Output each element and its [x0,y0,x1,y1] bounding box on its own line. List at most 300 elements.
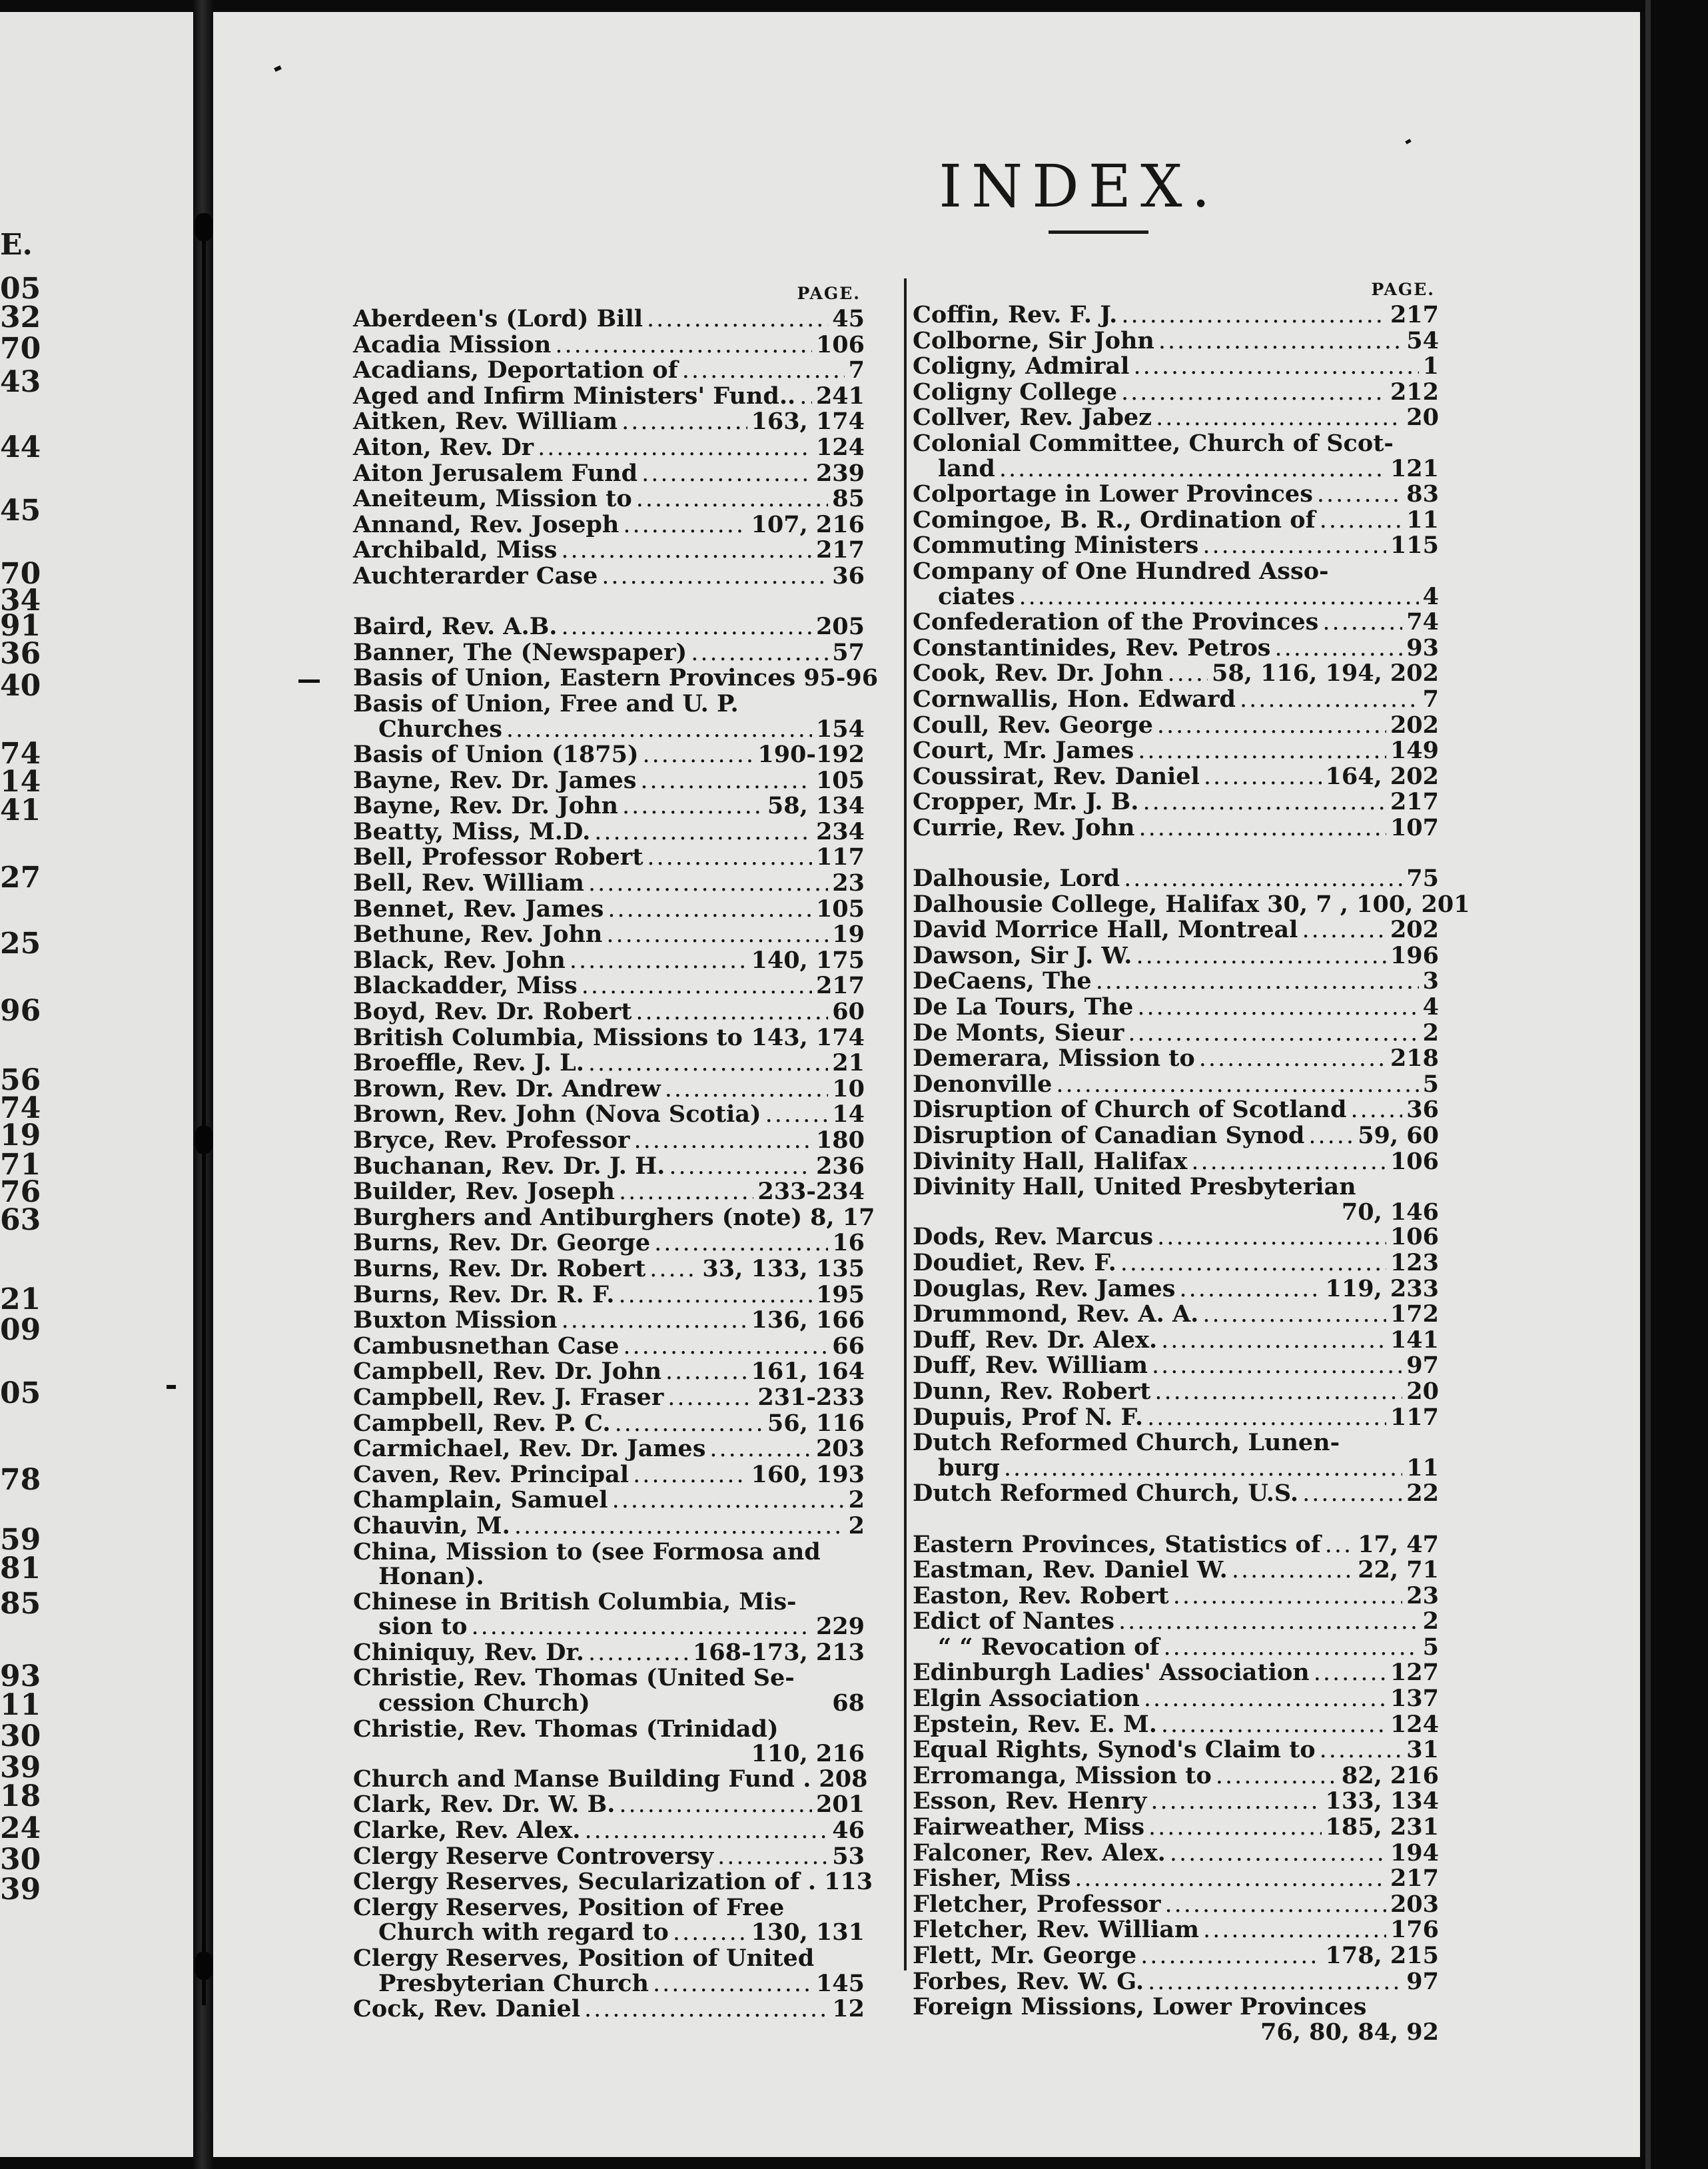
index-entry-page: 1 [1422,352,1439,380]
index-entry-page: 196 [1390,941,1439,969]
dot-leader [709,1437,812,1462]
dot-leader [1170,1841,1386,1867]
previous-page-number: 44 [0,430,41,464]
index-entry-name: Brown, Rev. Dr. Andrew [353,1075,661,1102]
dot-leader [618,1283,811,1308]
index-entry-name: Flett, Mr. George [913,1942,1137,1969]
index-entry-page: 5 [1422,1633,1439,1661]
index-entry [913,1046,1439,1072]
dot-leader [570,949,747,974]
index-entry-name: Falconer, Rev. Alex. [913,1839,1166,1867]
index-entry-name: Coligny College [913,378,1118,406]
index-entry [913,405,1439,431]
index-entry [913,1609,1439,1635]
index-entry [913,584,1439,610]
index-entry-name: Disruption of Church of Scotland [913,1096,1347,1124]
index-entry-page: 36 [832,562,865,590]
index-entry-page: 194 [1390,1839,1439,1867]
index-entry-name: Doudiet, Rev. F. [913,1248,1116,1276]
index-entry-page: 4 [1422,993,1439,1021]
index-entry-page: 59, 60 [1358,1122,1439,1149]
index-entry-name: Caven, Rev. Principal [353,1460,630,1488]
index-entry-name: ciates [938,582,1015,610]
index-entry [913,1557,1439,1583]
index-entry-name: Coligny, Admiral [913,352,1130,380]
index-entry [353,1411,865,1437]
index-entry [913,1917,1439,1943]
index-entry-name: Clark, Rev. Dr. W. B. [353,1791,616,1819]
dot-leader [1202,1302,1386,1328]
index-entry-name: Cornwallis, Hon. Edward [913,685,1236,713]
dot-leader [1167,661,1208,687]
dot-leader [612,1488,845,1514]
index-entry [353,973,865,999]
index-entry-page: 203 [815,1435,865,1463]
dot-leader [1165,1893,1386,1918]
index-entry [353,717,865,743]
index-entry-line: Clergy Reserves, Position of United [353,1945,815,1972]
dot-leader [1138,816,1386,841]
index-entry-page: 218 [1390,1045,1439,1073]
dot-leader [622,410,747,435]
index-entry-name: burg [938,1454,1000,1482]
index-entry-page: 7 [848,356,865,384]
dot-leader [691,641,828,666]
dot-leader [594,820,812,845]
previous-page-number: 40 [0,669,41,703]
index-entry-page: 93 [1406,634,1439,661]
index-entry-page: 145 [815,1969,865,1997]
index-column-right [913,277,1470,2046]
page-title: INDEX. [939,152,1220,220]
index-entry-name: Blackadder, Miss [353,972,578,1000]
dot-leader [622,794,763,819]
dot-leader [765,1102,829,1128]
index-entry-name: Equal Rights, Synod's Claim to [913,1736,1316,1764]
index-entry [913,1353,1439,1379]
dot-leader [1096,969,1419,995]
dot-leader [1156,406,1402,431]
index-entry [353,742,865,768]
index-entry-name: Epstein, Rev. E. M. [913,1710,1157,1738]
index-entry [353,897,865,923]
previous-page-number: 14 [0,765,41,799]
index-entry-line: Colonial Committee, Church of Scot- [913,429,1394,457]
index-entry-name: Cropper, Mr. J. B. [913,788,1139,816]
dot-leader [636,487,829,512]
index-entry-name: DeCaens, The [913,967,1092,995]
dot-leader [1056,1073,1418,1098]
index-entry-name: Forbes, Rev. W. G. [913,1967,1144,1995]
previous-page-number: 78 [0,1463,41,1497]
index-entry-name: Builder, Rev. Joseph [353,1178,615,1206]
index-entry-page: 154 [815,715,865,743]
index-entry [913,380,1439,406]
index-entry-page: 97 [1406,1352,1439,1380]
dot-leader [1308,1124,1354,1149]
index-entry-page: 143, 174 [751,1023,865,1051]
dot-leader [633,1463,747,1488]
index-entry-page: 5 [1422,1070,1439,1098]
index-entry-name: Bayne, Rev. Dr. James [353,766,637,794]
index-entry-name: Cook, Rev. Dr. John [913,659,1164,687]
index-entry [913,636,1439,661]
index-entry-page: 239 [815,459,865,487]
dot-leader [799,384,812,410]
index-entry-page: 123 [1390,1248,1439,1276]
dot-leader [562,1308,747,1334]
dot-leader [1158,329,1402,354]
index-entry-name: Acadia Mission [353,330,552,358]
index-entry-name: Broeffle, Rev. J. L. [353,1049,584,1077]
index-entry-name: Church and Manse Building Fund . [353,1765,811,1793]
binding-thread [202,213,206,2005]
dot-leader [647,307,828,332]
index-entry-page: 57 [832,638,865,666]
dot-leader [1173,1584,1403,1609]
index-entry-name: Buchanan, Rev. Dr. J. H. [353,1152,665,1180]
index-entry [913,1815,1439,1841]
index-entry-name: Dawson, Sir J. W. [913,941,1132,969]
dot-leader [588,1051,828,1077]
index-entry-name: Cock, Rev. Daniel [353,1995,581,2023]
index-entry-name: Demerara, Mission to [913,1045,1195,1073]
index-entry [913,1712,1439,1738]
dot-leader [665,1360,747,1385]
index-entry-name: Fletcher, Professor [913,1890,1161,1918]
index-entry-page: 140, 175 [751,946,865,974]
index-entry [913,1481,1439,1507]
dot-leader [588,1641,689,1666]
index-entry-page: 190-192 [757,741,865,769]
dot-leader [1317,482,1402,508]
index-entry-line: Basis of Union, Free and U. P. [353,689,739,717]
index-entry-page: 124 [1390,1710,1439,1738]
dot-leader [669,1154,812,1180]
index-entry-page: 23 [832,869,865,897]
index-entry [353,435,865,461]
index-entry [353,564,865,590]
index-entry-line: Christie, Rev. Thomas (United Se- [353,1664,795,1692]
index-entry [353,1868,873,1896]
index-entry-name: Beatty, Miss, M.D. [353,817,591,845]
index-entry-page: 36 [1406,1096,1439,1124]
index-entry [353,1102,865,1128]
index-entry-name: Esson, Rev. Henry [913,1787,1147,1815]
index-entry-name: Presbyterian Church [378,1969,649,1997]
dot-leader [643,743,754,768]
dot-leader [584,1997,828,2022]
index-entry-page: 4 [1422,582,1439,610]
index-entry-name: De La Tours, The [913,993,1134,1021]
previous-page-number: 81 [0,1551,41,1585]
index-entry-page: 74 [1406,608,1439,636]
index-entry [353,1691,865,1717]
index-entry-page: 141 [1390,1326,1439,1354]
index-entry-page: 180 [815,1126,865,1154]
index-entry [913,1379,1439,1405]
previous-page-number: 63 [0,1203,41,1237]
index-entry-page: 12 [832,1995,865,2023]
index-entry [913,1763,1439,1789]
index-entry-name: Coull, Rev. George [913,711,1153,739]
index-entry [913,969,1439,995]
index-entry-page: 202 [1390,711,1439,739]
index-entry-line: Clergy Reserves, Position of Free [353,1893,785,1921]
index-entry-page: 217 [1390,1865,1439,1893]
index-entry-name: Aiton, Rev. Dr [353,433,534,461]
index-page-refs: 70, 146 [1341,1198,1439,1226]
previous-page-number: 21 [0,1282,41,1316]
dot-leader [1138,739,1386,764]
dot-leader [1350,1098,1402,1123]
index-entry [353,1792,865,1818]
index-entry-name: Dupuis, Prof N. F. [913,1403,1144,1431]
dot-leader [562,615,812,640]
index-entry [353,1488,865,1514]
index-entry-page: 54 [1406,326,1439,354]
index-entry-name: Basis of Union (1875) [353,741,639,769]
column-divider [904,278,907,1970]
previous-page-number: 56 [0,1063,41,1097]
index-entry-name: Coffin, Rev. F. J. [913,301,1118,328]
dot-leader [514,1514,845,1539]
index-entry-name: Disruption of Canadian Synod [913,1122,1305,1149]
index-entry [353,1128,865,1154]
index-entry-page: 22, 71 [1358,1556,1439,1584]
index-entry-page: 161, 164 [751,1358,865,1386]
index-entry [913,1250,1439,1276]
index-entry-name: Boyd, Rev. Dr. Robert [353,998,632,1026]
index-entry [353,1818,865,1844]
index-entry-line: Company of One Hundred Asso- [913,557,1329,585]
index-entry-name: Burns, Rev. Dr. George [353,1229,651,1257]
dot-leader [665,1077,829,1102]
index-entry [913,1892,1439,1918]
index-entry-page: 106 [1390,1223,1439,1251]
dot-leader [623,1334,828,1360]
dot-leader [1152,1354,1402,1379]
binding-knot [195,1126,213,1154]
index-entry-name: Coussirat, Rev. Daniel [913,762,1200,790]
index-entry-name: Baird, Rev. A.B. [353,613,558,641]
index-entry-name: Currie, Rev. John [913,813,1135,841]
index-entry-page: 168-173, 213 [692,1638,865,1666]
index-entry-page: 124 [815,433,865,461]
index-entry-page: 68 [832,1689,865,1717]
previous-page-number: 27 [0,861,41,895]
index-entry [913,1072,1439,1098]
index-entry-name: Eastern Provinces, Statistics of [913,1530,1321,1558]
dot-leader [619,1180,753,1205]
index-entry [913,533,1439,559]
index-entries-right [913,301,1470,2046]
index-entry [353,1025,865,1051]
dot-leader [1191,1150,1386,1175]
index-entry-name: De Monts, Sieur [913,1019,1124,1047]
previous-page-number: 32 [0,300,41,334]
dot-leader [1322,610,1402,636]
index-entry-name: Commuting Ministers [913,532,1199,560]
index-entry-page: 46 [832,1817,865,1845]
index-entry-page: 14 [832,1100,865,1128]
dot-leader [682,358,845,384]
section-gap [913,841,1439,866]
index-entry-page: 23 [1406,1581,1439,1609]
index-entry-name: Bennet, Rev. James [353,895,604,923]
dot-leader [1121,380,1386,406]
dot-leader [653,1972,812,1997]
dot-leader [1202,534,1386,559]
index-entry-page: 2 [848,1512,865,1539]
index-entry-name: Auchterarder Case [353,562,598,590]
index-entry-page: 30, 7 , 100, 201 [1267,890,1470,918]
index-entry [913,995,1439,1021]
index-entry-page: 233-234 [757,1178,865,1206]
index-entry [913,917,1439,943]
dot-leader [538,436,812,461]
index-entry-page: 22 [1406,1480,1439,1508]
index-entry-name: Carmichael, Rev. Dr. James [353,1435,706,1463]
index-entry-name: Black, Rev. John [353,946,566,974]
dot-leader [1140,1944,1321,1969]
index-entry-name: Bayne, Rev. Dr. John [353,792,618,820]
index-entry-name: Denonville [913,1070,1053,1098]
index-entry-page: 17, 47 [1358,1530,1439,1558]
dot-leader [1133,354,1418,380]
index-entry [353,1640,865,1666]
index-entry-page: 106 [815,330,865,358]
dot-leader [555,333,812,358]
index-entry-page: 121 [1390,454,1439,482]
index-entry [913,1021,1439,1047]
index-entry-page: 2 [1422,1607,1439,1635]
index-entry-page: 56, 116 [767,1409,865,1437]
dot-leader [1314,1661,1386,1686]
index-entry [353,461,865,487]
index-entry [913,1405,1439,1431]
index-entry-name: Buxton Mission [353,1306,558,1334]
index-entry-page: 58, 116, 194, 202 [1212,659,1439,687]
index-entry-page: 11 [1406,506,1439,534]
index-entry-page: 236 [815,1152,865,1180]
previous-page-number: 05 [0,1376,41,1410]
index-entry-name: Douglas, Rev. James [913,1274,1176,1302]
previous-page-number: 41 [0,793,41,827]
dot-leader [1275,636,1403,661]
print-mark [167,1385,176,1389]
dot-leader [1137,995,1418,1021]
index-entry-name: Duff, Rev. William [913,1352,1148,1380]
dot-leader [649,1257,698,1282]
dot-leader [1154,1380,1402,1405]
index-entry-page: 97 [1406,1967,1439,1995]
index-entry-name: Edinburgh Ladies' Association [913,1659,1310,1687]
index-entries-left [353,305,879,2023]
index-entry [353,1920,865,1946]
index-entry [353,358,865,384]
dot-leader [588,871,828,897]
dot-leader [1150,1789,1321,1815]
index-entry-name: Clergy Reserve Controversy [353,1842,714,1870]
index-entry-name: Brown, Rev. John (Nova Scotia) [353,1100,761,1128]
index-entry [353,332,865,358]
index-entry [353,948,865,974]
index-entry [353,1308,865,1334]
index-entry [353,409,865,435]
index-entry [913,866,1439,892]
dot-leader [636,1000,828,1025]
dot-leader [1164,1635,1419,1661]
index-entry-line: Divinity Hall, United Presbyterian [913,1173,1356,1201]
index-entry [353,1203,875,1231]
previous-page-number: 34 [0,584,41,618]
dot-leader [654,1231,828,1256]
index-entry [913,1456,1439,1482]
dot-leader [1320,1738,1403,1763]
title-rule [1049,230,1148,234]
index-entry-name: Annand, Rev. Joseph [353,510,620,538]
index-entry-name: Campbell, Rev. J. Fraser [353,1383,664,1411]
index-entry [353,793,865,819]
index-entry [353,1179,865,1205]
previous-page-number: 76 [0,1175,41,1209]
dot-leader [1121,303,1386,328]
index-entry [913,815,1439,841]
index-entry [353,922,865,948]
index-entry-name: Elgin Association [913,1685,1140,1713]
index-entry-name: Eastman, Rev. Daniel W. [913,1556,1228,1584]
index-entry [913,943,1439,969]
index-entry-page: 178, 215 [1325,1942,1439,1969]
index-entry-page: 217 [815,972,865,1000]
index-entry [353,999,865,1025]
index-entry [913,302,1439,328]
index-entry [913,1660,1439,1686]
index-entry-name: Dods, Rev. Marcus [913,1223,1154,1251]
dot-leader [608,897,812,923]
dot-leader [615,1412,763,1437]
print-mark [298,679,320,683]
dot-leader [1019,585,1418,610]
index-entry-name: Collver, Rev. Jabez [913,404,1152,432]
index-entry-page: 105 [815,895,865,923]
index-entry [913,1532,1439,1558]
dot-leader [1302,918,1386,943]
dot-leader [561,538,812,564]
index-entry-page: 133, 134 [1325,1787,1439,1815]
dot-leader [1216,1764,1338,1789]
index-entry [913,456,1439,482]
dot-leader [641,462,812,487]
index-entry-line: Christie, Rev. Thomas (Trinidad) [353,1715,779,1743]
index-entry [913,789,1439,815]
book-edge-line [1645,0,1651,2169]
index-entry-page: 20 [1406,404,1439,432]
index-entry [353,1462,865,1488]
previous-page-number: 59 [0,1523,41,1557]
index-entry [353,1051,865,1077]
index-entry-name: Fairweather, Miss [913,1813,1145,1841]
page-column-header: PAGE. [797,284,861,303]
dot-leader [717,1845,828,1870]
index-entry [913,1686,1439,1712]
previous-page-number: 09 [0,1313,41,1347]
index-entry [913,1149,1439,1175]
dot-leader [582,974,812,999]
index-entry-name: Clergy Reserves, Secularization of . [353,1868,817,1896]
index-entry-name: Court, Mr. James [913,737,1134,765]
